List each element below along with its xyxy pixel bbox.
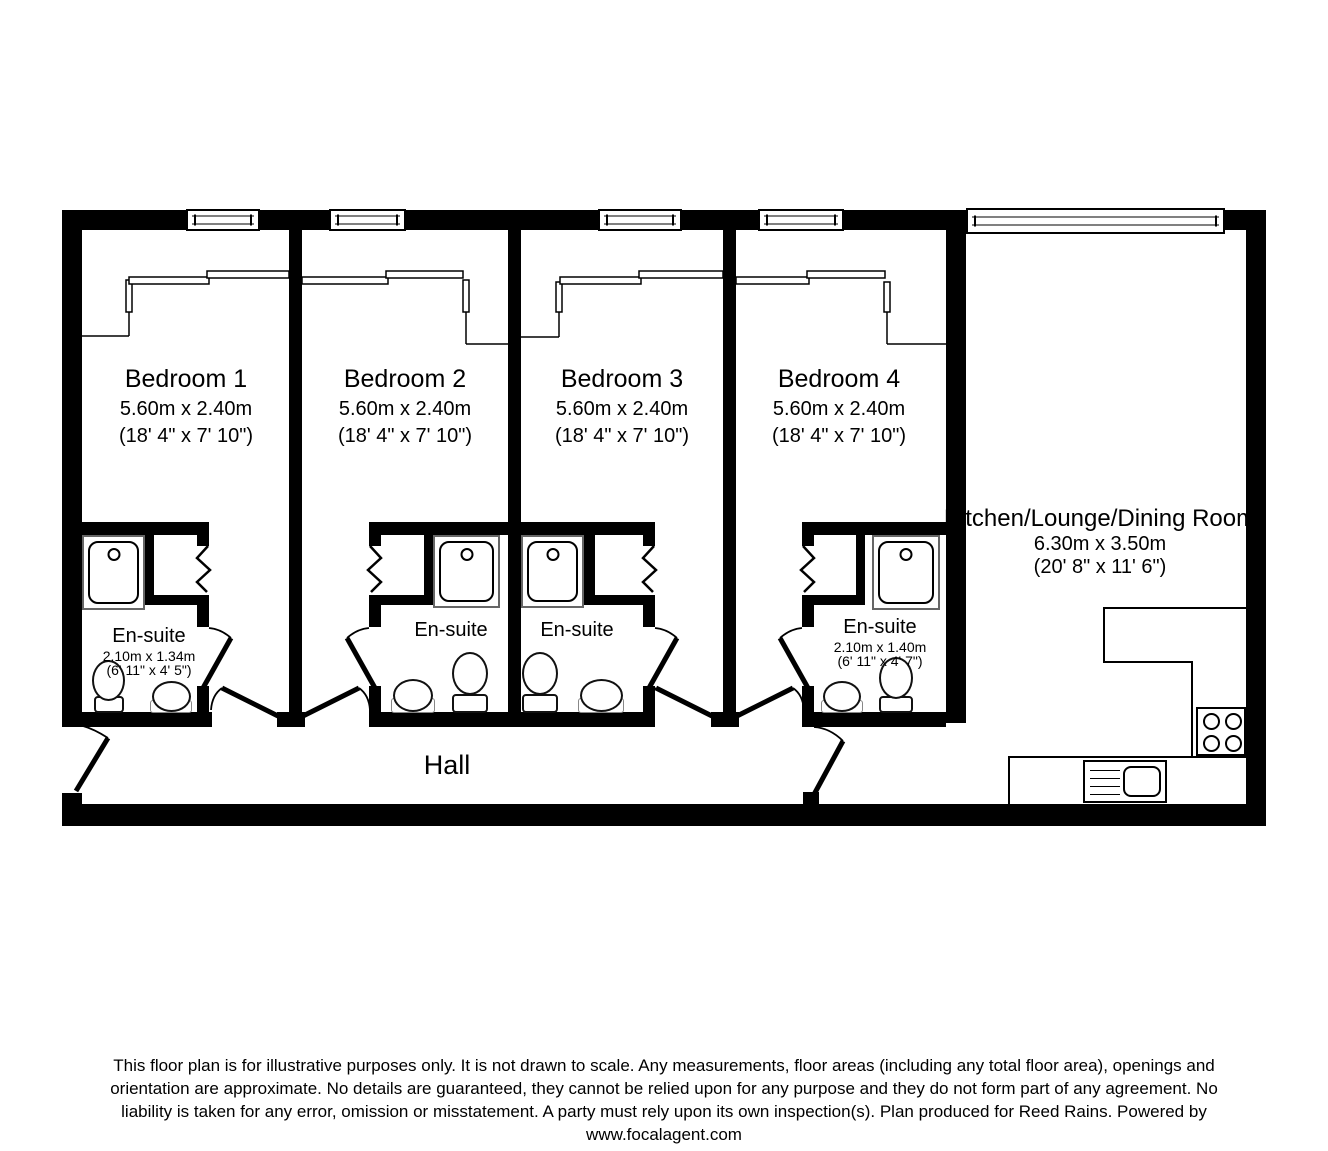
- hall-lounge-door-swing-icon: [811, 727, 843, 800]
- room-size-metric: 5.60m x 2.40m: [772, 398, 906, 420]
- room-name: Bedroom 1: [124, 365, 248, 393]
- kitchen-counter: [1009, 608, 1246, 804]
- bifold-door-icon: [197, 546, 814, 592]
- ensuite3-door-swing-icon: [649, 628, 677, 688]
- room-size-imperial: (18' 4" x 7' 10"): [554, 425, 690, 447]
- room-size-imperial: (18' 4" x 7' 10"): [771, 425, 907, 447]
- room-size-metric: 2.10m x 1.34m: [102, 648, 196, 664]
- room-size-imperial: (18' 4" x 7' 10"): [118, 425, 254, 447]
- bedroom2-label: [338, 363, 472, 450]
- disclaimer-text: [110, 1054, 1218, 1146]
- ensuite4-door-swing-icon: [780, 628, 808, 688]
- bedroom3-door-swing-icon: [645, 688, 712, 716]
- room-size-metric: 5.60m x 2.40m: [555, 398, 689, 420]
- bedroom4-label: [772, 363, 906, 450]
- ensuite1-door-swing-icon: [203, 628, 231, 688]
- room-size-metric: 5.60m x 2.40m: [119, 398, 253, 420]
- room-name: Bedroom 4: [777, 365, 901, 393]
- disclaimer-line: orientation are approximate. No details are guaranteed, they cannot be relied upon for any purpose and they do not form part of any agreement. No: [110, 1079, 1218, 1098]
- disclaimer-line: This floor plan is for illustrative purposes only. It is not drawn to scale. Any measurements, floor areas (including any total floor area), openings and: [113, 1056, 1215, 1075]
- bedroom1-door-swing-icon: [211, 688, 278, 716]
- sliding-wardrobe-icon: [82, 271, 946, 344]
- ensuite3-label: [540, 620, 613, 641]
- bedroom3-label: [555, 363, 689, 450]
- room-size-metric: 5.60m x 2.40m: [338, 398, 472, 420]
- room-name: En-suite: [843, 616, 917, 638]
- hall-label: [424, 751, 471, 779]
- kitchen-label: [944, 505, 1256, 579]
- room-size-metric: 2.10m x 1.40m: [833, 639, 927, 655]
- ensuite1-label: [103, 626, 196, 677]
- entrance-door-swing-icon: [76, 726, 108, 791]
- room-size-imperial: (20' 8" x 11' 6"): [1033, 556, 1167, 578]
- room-size-imperial: (6' 11" x 4' 5"): [106, 662, 192, 678]
- room-size-metric: 6.30m x 3.50m: [1033, 533, 1167, 555]
- room-name: Bedroom 2: [343, 365, 467, 393]
- ensuite2-label: [414, 620, 487, 641]
- room-name: En-suite: [414, 619, 488, 641]
- room-name: En-suite: [540, 619, 614, 641]
- room-size-imperial: (6' 11" x 4' 7"): [837, 653, 923, 669]
- disclaimer-line: www.focalagent.com: [586, 1125, 742, 1144]
- bedroom1-label: [119, 363, 253, 450]
- ensuite4-label: [834, 617, 927, 668]
- room-size-imperial: (18' 4" x 7' 10"): [337, 425, 473, 447]
- bedroom4-door-swing-icon: [737, 688, 804, 716]
- bedroom2-door-swing-icon: [303, 688, 370, 716]
- room-name: Kitchen/Lounge/Dining Room: [943, 505, 1257, 532]
- room-name: Hall: [423, 750, 471, 780]
- disclaimer-line: liability is taken for any error, omission or misstatement. A party must rely upon its own inspection(s). Plan produced for Reed Rains. Powered by: [121, 1102, 1207, 1121]
- room-name: Bedroom 3: [560, 365, 684, 393]
- room-name: En-suite: [112, 625, 186, 647]
- ensuite2-door-swing-icon: [347, 628, 375, 688]
